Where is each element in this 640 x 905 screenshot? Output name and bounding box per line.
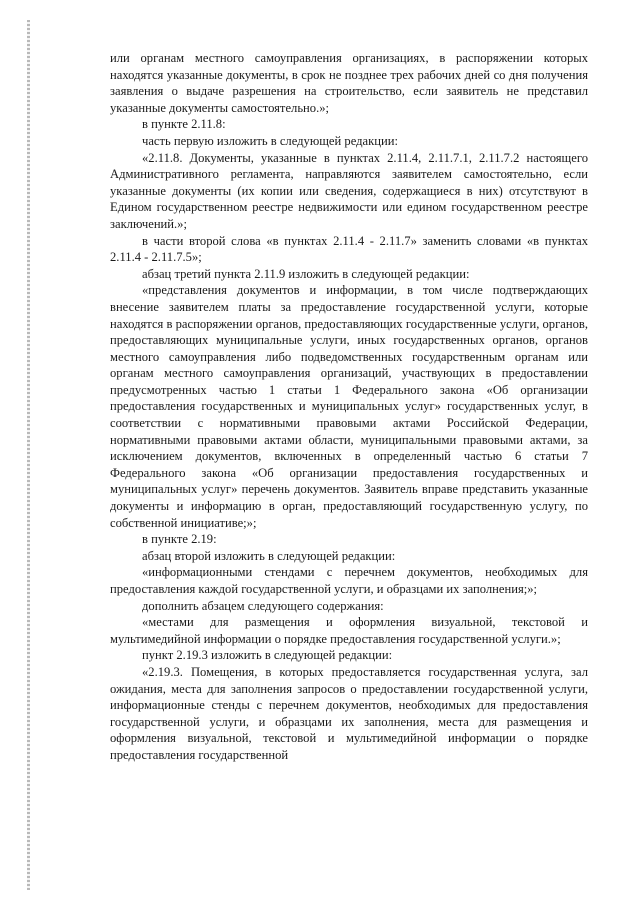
paragraph: «представления документов и информации, в том числе подтверждающих внесение заявителем платы за предоставление государственной услуги, которые находятся в распоряжении органов, предоставляющих государственные услуги, органов, предоставляющих муниципальные услуги, иных государственных органов, органов местного самоуправления либо подведомственных государственным органам или органам местного самоуправления организаций, участвующих в предоставлении предусмотренных частью 1 статьи 1 Федерального закона «Об организации предоставления государственных и муниципальных услуг» государственных услуг, в соответствии с нормативными правовыми актами Российской Федерации, нормативными правовыми актами области, муниципальными правовыми актами, за исключением документов, включенных в определенный частью 6 статьи 7 Федерального закона «Об организации предоставления государственных и муниципальных услуг» перечень документов. Заявитель вправе представить указанные документы и информацию в орган, предоставляющий государственную услугу, по собственной инициативе;»;: [110, 283, 588, 530]
paragraph: абзац второй изложить в следующей редакции:: [142, 548, 396, 563]
document-body: [110, 50, 588, 764]
paragraph: в части второй слова «в пунктах 2.11.4 - 2.11.7» заменить словами «в пунктах 2.11.4 - 2.11.7.5»;: [110, 233, 588, 265]
scan-edge-artifact: [27, 20, 30, 890]
paragraph: дополнить абзацем следующего содержания:: [142, 598, 384, 613]
paragraph: в пункте 2.11.8:: [142, 117, 226, 132]
paragraph: абзац третий пункта 2.11.9 изложить в следующей редакции:: [142, 266, 470, 281]
paragraph: «2.11.8. Документы, указанные в пунктах 2.11.4, 2.11.7.1, 2.11.7.2 настоящего Административного регламента, направляются заявителем самостоятельно, если указанные документы (их копии или сведения, содержащиеся в них) отсутствуют в Едином государственном реестре недвижимости или едином государственном реестре заключений.»;: [110, 150, 588, 231]
paragraph: или органам местного самоуправления организациях, в распоряжении которых находятся указанные документы, в срок не позднее трех рабочих дней со дня получения заявления о выдаче разрешения на строительство, если заявитель не представил указанные документы самостоятельно.»;: [110, 51, 588, 115]
paragraph: «местами для размещения и оформления визуальной, текстовой и мультимедийной информации о порядке предоставления государственной услуги.»;: [110, 615, 588, 646]
paragraph: «информационными стендами с перечнем документов, необходимых для предоставления каждой государственной услуги, и образцами их заполнения;»;: [110, 565, 588, 596]
paragraph: часть первую изложить в следующей редакции:: [142, 133, 398, 148]
paragraph: «2.19.3. Помещения, в которых предоставляется государственная услуга, зал ожидания, места для заполнения запросов о предоставлении государственной услуги, информационные стенды с перечнем документов, необходимых для предоставления государственной услуги, и образцами их заполнения, места для размещения и оформления визуальной, текстовой и мультимедийной информации о порядке предоставления государственной: [110, 664, 588, 762]
paragraph: в пункте 2.19:: [142, 532, 217, 547]
paragraph: пункт 2.19.3 изложить в следующей редакции:: [142, 648, 393, 663]
